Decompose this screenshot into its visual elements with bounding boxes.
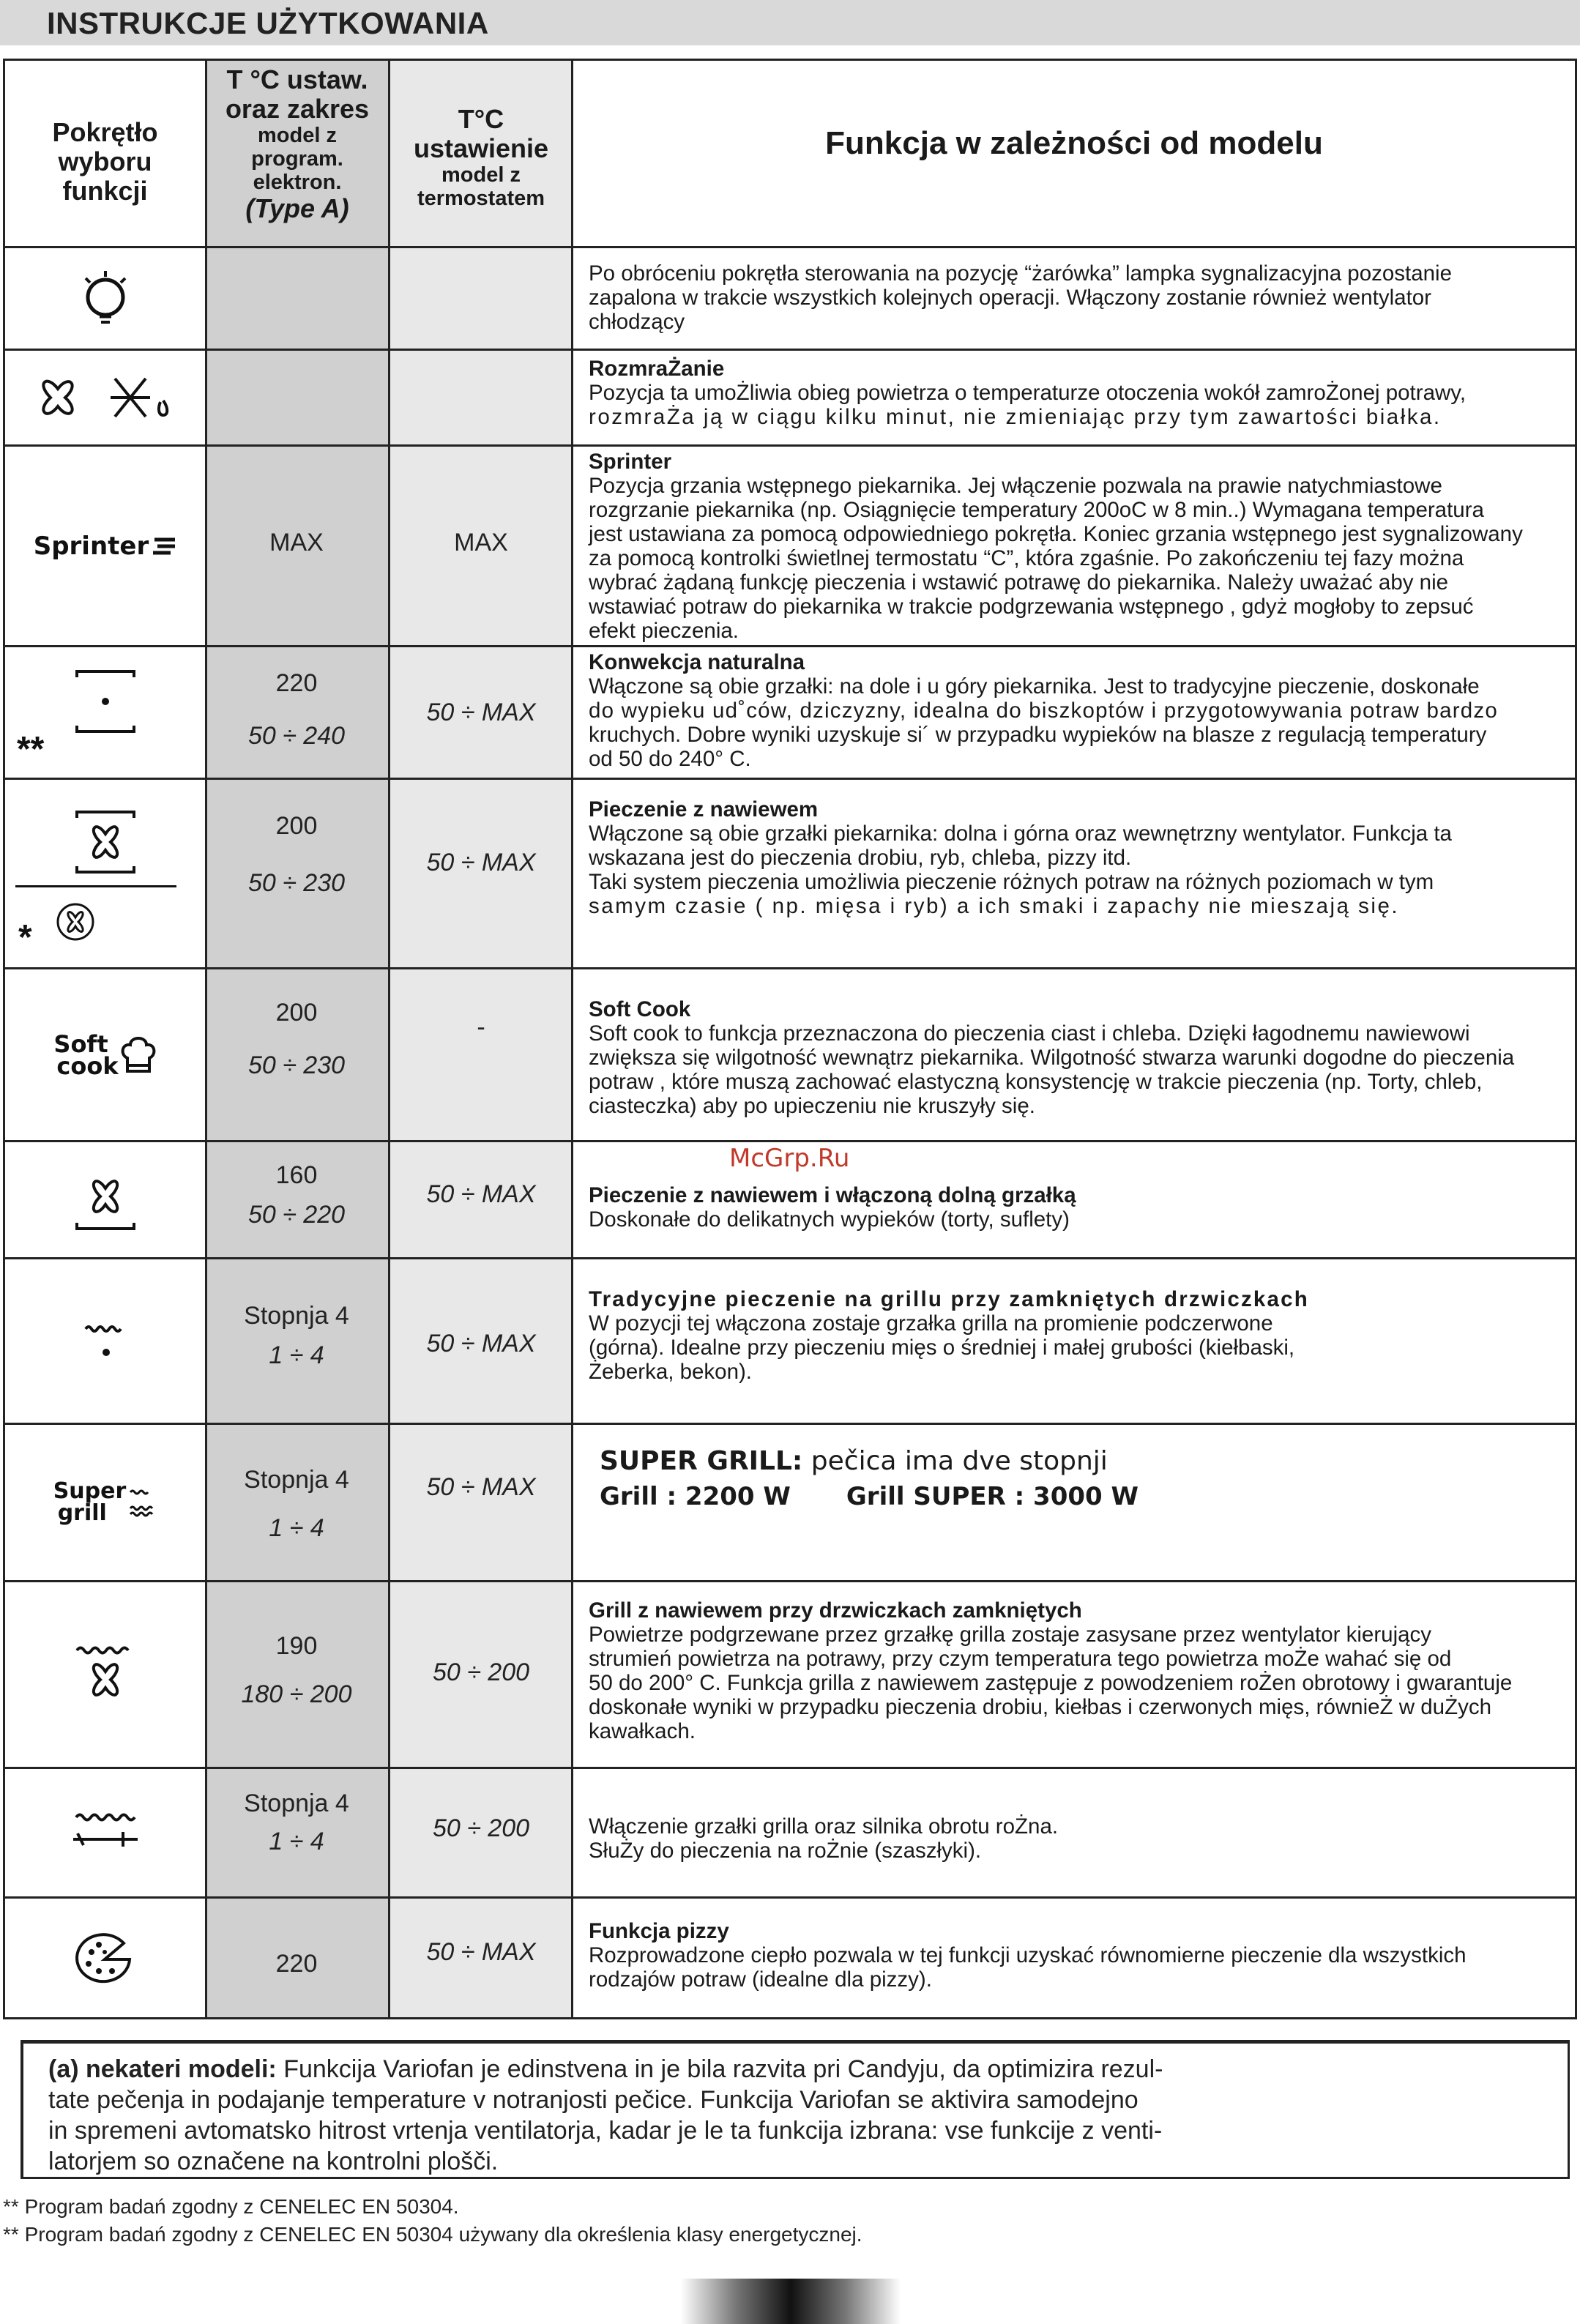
- temp-program-range: 50 ÷ 230: [247, 869, 346, 897]
- function-description: [589, 797, 1555, 918]
- desc-line: Pozycja grzania wstępnego piekarnika. Jej włączenie pozwala na prawie natychmiastowe: [589, 474, 1442, 498]
- super-grill-title: SUPER GRILL:: [600, 1446, 803, 1476]
- footnote-line: tate pečenja in podajanje temperature v notranjosti pečice. Funkcija Variofan se aktivira samodejno: [48, 2086, 1139, 2114]
- soft-cook-label: cook: [56, 1051, 119, 1080]
- header-col-knob: [5, 118, 205, 206]
- desc-line: Pozycja ta umoŻliwia obieg powietrza o temperaturze otoczenia wokół zamroŻonej potrawy,: [589, 381, 1467, 405]
- program-note: ** Program badań zgodny z CENELEC EN 50304 używany dla określenia klasy energetycznej.: [3, 2223, 862, 2246]
- header-col-program: [205, 65, 390, 223]
- header-text: program.: [251, 147, 343, 171]
- header-text: T °C ustaw.: [226, 64, 368, 94]
- soft-cook-icon: [5, 969, 205, 1140]
- temp-program-range: 50 ÷ 220: [247, 1201, 346, 1229]
- temp-program: 220: [275, 669, 318, 697]
- function-title: Soft Cook: [589, 997, 691, 1021]
- super-grill-label: Super: [53, 1478, 127, 1504]
- temp-program: 160: [275, 1161, 318, 1189]
- temp-program: 190: [275, 1632, 318, 1660]
- super-grill-line: [600, 1444, 1566, 1479]
- header-col-thermostat: [390, 105, 573, 210]
- table-row: [5, 1899, 1575, 2019]
- function-title: Pieczenie z nawiewem: [589, 797, 819, 822]
- desc-line: chłodzący: [589, 310, 685, 334]
- temp-program-range: 1 ÷ 4: [269, 1514, 324, 1542]
- desc-line: doskonałe wyniki w przypadku pieczenia drobiu, kiełbas i czerwonych mięs, równieŻ w duŻych: [589, 1695, 1491, 1719]
- desc-line: Powietrze podgrzewane przez grzałkę grilla zostaje zasysane przez wentylator kierujący: [589, 1623, 1432, 1647]
- desc-line: Włączenie grzałki grilla oraz silnika obrotu roŻna.: [589, 1814, 1059, 1839]
- desc-line: wskazana jest do pieczenia drobiu, ryb, chleba, pizzy itd.: [589, 846, 1132, 870]
- defrost-icon: [5, 351, 205, 444]
- desc-line: Włączone są obie grzałki: na dole i u góry piekarnika. Jest to tradycyjne pieczenie, doskonałe: [589, 674, 1480, 699]
- temp-program-range: 1 ÷ 4: [269, 1828, 324, 1855]
- table-row: [5, 351, 1575, 444]
- table-row: [5, 780, 1575, 967]
- desc-line: strumień powietrza na potrawy, przy czym temperatura tego powietrza moŻe wahać się od: [589, 1647, 1452, 1671]
- table-row: [5, 969, 1575, 1140]
- watermark: McGrp.Ru: [729, 1144, 850, 1173]
- super-grill-power-line: [600, 1479, 1566, 1514]
- temp-thermostat: MAX: [454, 529, 508, 556]
- function-description: [589, 1919, 1555, 1992]
- function-description: [589, 1287, 1555, 1384]
- function-description: [589, 450, 1555, 643]
- table-row: [5, 1769, 1575, 1896]
- table-row: [5, 647, 1575, 778]
- function-title: Sprinter: [589, 450, 672, 474]
- temp-thermostat: 50 ÷ MAX: [426, 1473, 536, 1501]
- header-text: termostatem: [417, 187, 545, 210]
- fan-heating-icon: [5, 780, 205, 967]
- function-title: RozmraŻanie: [589, 357, 725, 381]
- desc-line: 50 do 200° C. Funkcja grilla z nawiewem zastępuje z powodzeniem roŻen obrotowy i gwarantuje: [589, 1671, 1513, 1695]
- header-text: T°C: [458, 104, 504, 134]
- temp-program-range: 50 ÷ 240: [247, 722, 346, 750]
- header-text: ustawienie: [413, 133, 549, 163]
- header-text: funkcji: [62, 176, 148, 206]
- table-row: [5, 447, 1575, 645]
- desc-line: Po obróceniu pokrętła sterowania na pozycję “żarówka” lampka sygnalizacyjna pozostanie: [589, 261, 1452, 286]
- temp-program: 200: [275, 999, 318, 1027]
- fan-bottom-icon: [5, 1142, 205, 1257]
- desc-line: za pomocą kontrolki świetlnej termostatu “C”, która zgaśnie. Po zakończeniu tej fazy można: [589, 546, 1464, 570]
- temp-program: 220: [275, 1950, 318, 1978]
- desc-line: (górna). Idealne przy pieczeniu mięs o średniej i małej grubości (kiełbaski,: [589, 1336, 1295, 1360]
- desc-line: kawałkach.: [589, 1719, 696, 1743]
- soft-cook-label: Soft: [53, 1029, 108, 1058]
- desc-line: Soft cook to funkcja przeznaczona do pieczenia ciast i chleba. Dzięki łagodnemu nawiewowi: [589, 1021, 1470, 1046]
- desc-line: od 50 do 240° C.: [589, 747, 751, 771]
- desc-line: efekt pieczenia.: [589, 619, 739, 643]
- header-text: model z: [258, 124, 337, 147]
- temp-thermostat: 50 ÷ MAX: [426, 1938, 536, 1966]
- desc-line: rozgrzanie piekarnika (np. Osiągnięcie temperatury 200oC w 8 min..) Wymagana temperatura: [589, 498, 1484, 522]
- table-row: [5, 1425, 1575, 1580]
- program-note: ** Program badań zgodny z CENELEC EN 50304.: [3, 2195, 459, 2218]
- function-description: [589, 1814, 1555, 1863]
- desc-line: ciasteczka) aby po upieczeniu nie kruszyły się.: [589, 1094, 1035, 1118]
- footnote-line: Funkcija Variofan je edinstvena in je bila razvita pri Candyju, da optimizira rezul-: [276, 2055, 1163, 2083]
- function-title: Konwekcja naturalna: [589, 650, 805, 674]
- temp-thermostat: 50 ÷ 200: [432, 1658, 530, 1686]
- header-text: wyboru: [58, 146, 152, 176]
- desc-line: Żeberka, bekon).: [589, 1360, 753, 1384]
- energy-class-mark: **: [17, 730, 45, 769]
- icon-divider: [15, 885, 176, 887]
- desc-line: do wypieku ud˚ców, dziczyzny, idealna do biszkoptów i przygotowywania potraw bardzo: [589, 699, 1498, 723]
- function-description: [589, 650, 1555, 771]
- function-title: Tradycyjne pieczenie na grillu przy zamkniętych drzwiczkach: [589, 1287, 1309, 1311]
- header-text: model z: [441, 163, 521, 187]
- temp-program: MAX: [269, 529, 324, 556]
- desc-line: Taki system pieczenia umożliwia pieczenie różnych potraw na różnych poziomach w tym: [589, 870, 1434, 894]
- temp-program: Stopnja 4: [244, 1789, 349, 1817]
- desc-line: Rozprowadzone ciepło pozwala w tej funkcji uzyskać równomierne pieczenie dla wszystkich: [589, 1943, 1467, 1967]
- page-tab-gradient: [681, 2279, 901, 2324]
- desc-line: samym czasie ( np. mięsa i ryb) a ich smaki i zapachy nie mieszają się.: [589, 894, 1400, 918]
- header-col-function: Funkcja w zależności od modelu: [825, 125, 1323, 161]
- desc-line: kruchych. Dobre wyniki uzyskuje si´ w przypadku wypieków na blasze z regulacją temperatury: [589, 723, 1487, 747]
- function-title: Pieczenie z nawiewem i włączoną dolną grzałką: [589, 1183, 1076, 1207]
- temp-thermostat: 50 ÷ MAX: [426, 849, 536, 876]
- footnote-box: [21, 2040, 1570, 2179]
- temp-program-range: 180 ÷ 200: [241, 1680, 352, 1708]
- table-row: [5, 248, 1575, 349]
- footnote-label: (a) nekateri modeli:: [48, 2055, 277, 2083]
- desc-line: wstawiać potraw do piekarnika w trakcie podgrzewania wstępnego , gdyż mogłoby to zepsuć: [589, 595, 1474, 619]
- function-description: [589, 997, 1555, 1118]
- desc-line: Włączone są obie grzałki piekarnika: dolna i górna oraz wewnętrzny wentylator. Funkcja ta: [589, 822, 1452, 846]
- variofan-mark: *: [18, 918, 32, 957]
- desc-line: zwiększa się wilgotność wewnątrz piekarnika. Wilgotność stwarza warunki dogodne do pieczenia: [589, 1046, 1515, 1070]
- desc-line: rodzajów potraw (idealne dla pizzy).: [589, 1967, 932, 1992]
- functions-table: [3, 59, 1577, 2019]
- desc-line: zapalona w trakcie wszystkich kolejnych operacji. Włączony zostanie również wentylator: [589, 286, 1431, 310]
- fan-small-icon: [53, 900, 97, 947]
- header-text: oraz zakres: [225, 94, 370, 124]
- function-description: [589, 261, 1555, 334]
- footnote-line: in spremeni avtomatsko hitrost vrtenja ventilatorja, kadar je le ta funkcija izbrana: vse funkcije z venti-: [48, 2117, 1163, 2145]
- sprinter-icon: [5, 447, 205, 645]
- desc-line: SłuŻy do pieczenia na roŻnie (szaszłyki).: [589, 1839, 982, 1863]
- rotisserie-icon: [5, 1769, 205, 1896]
- temp-thermostat: -: [477, 1013, 485, 1041]
- temp-thermostat: 50 ÷ MAX: [426, 1180, 536, 1208]
- temp-program-range: 50 ÷ 230: [247, 1051, 346, 1079]
- footnote-line: latorjem so označene na kontrolni plošči.: [48, 2148, 499, 2175]
- function-title: Grill z nawiewem przy drzwiczkach zamkniętych: [589, 1598, 1082, 1623]
- function-description: [589, 1598, 1555, 1743]
- desc-line: wybrać żądaną funkcję pieczenia i wstawić potrawę do piekarnika. Należy uważać aby nie: [589, 570, 1449, 595]
- function-description: [589, 357, 1555, 429]
- desc-line: rozmraŻa ją w ciągu kilku minut, nie zmieniając przy tym zawartości białka.: [589, 405, 1442, 429]
- temp-program: 200: [275, 812, 318, 840]
- table-row: [5, 1582, 1575, 1767]
- function-title: Funkcja pizzy: [589, 1919, 729, 1943]
- sprinter-label: Sprinter: [33, 531, 149, 561]
- lamp-icon: [5, 248, 205, 349]
- grill-icon: [5, 1259, 205, 1423]
- fan-grill-icon: [5, 1582, 205, 1767]
- footnote-text: [48, 2054, 1234, 2177]
- table-row: [5, 1259, 1575, 1423]
- temp-thermostat: 50 ÷ MAX: [426, 1330, 536, 1357]
- desc-line: Doskonałe do delikatnych wypieków (torty, suflety): [589, 1207, 1070, 1232]
- super-grill-icon: [5, 1425, 205, 1580]
- pizza-icon: [5, 1899, 205, 2019]
- page-title: INSTRUKCJE UŻYTKOWANIA: [47, 6, 489, 40]
- desc-line: jest ustawiana za pomocą odpowiedniego pokrętła. Koniec grzania wstępnego jest sygnalizowany: [589, 522, 1523, 546]
- super-grill-text: pečica ima dve stopnji: [802, 1446, 1108, 1476]
- header-text: (Type A): [245, 193, 349, 223]
- temp-thermostat: 50 ÷ 200: [432, 1814, 530, 1842]
- function-description: [600, 1444, 1566, 1514]
- desc-line: potraw , które muszą zachować elastyczną konsystencję w trakcie pieczenia (np. Torty, chleb,: [589, 1070, 1483, 1094]
- header-text: elektron.: [253, 171, 342, 194]
- temp-program: Stopnja 4: [244, 1466, 349, 1494]
- super-grill-label: grill: [57, 1500, 107, 1526]
- function-description: [589, 1183, 1555, 1232]
- temp-thermostat: 50 ÷ MAX: [426, 699, 536, 726]
- grill-super-power: Grill SUPER : 3000 W: [846, 1482, 1139, 1511]
- temp-program-range: 1 ÷ 4: [269, 1341, 324, 1369]
- grill-power: Grill : 2200 W: [600, 1482, 791, 1511]
- desc-line: W pozycji tej włączona zostaje grzałka grilla na promienie podczerwone: [589, 1311, 1273, 1336]
- header-text: Pokrętło: [52, 117, 158, 147]
- temp-program: Stopnja 4: [244, 1302, 349, 1330]
